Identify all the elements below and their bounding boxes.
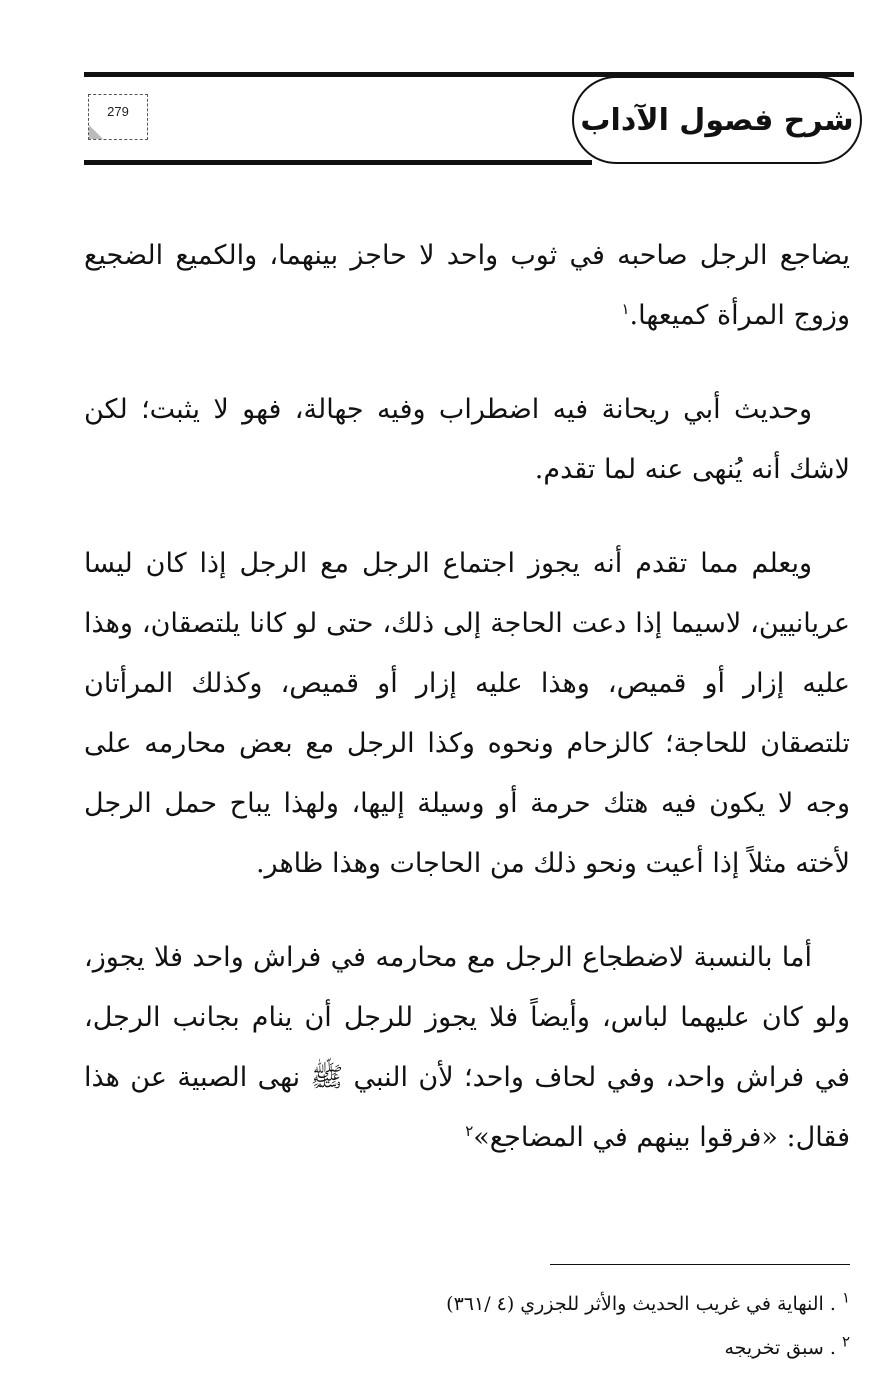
footnote-marker: ٢ — [841, 1332, 850, 1351]
header-rule-bottom — [84, 160, 592, 165]
paragraph-3: ويعلم مما تقدم أنه يجوز اجتماع الرجل مع الرجل إذا كان ليسا عريانيين، لاسيما إذا دعت الحاجة إلى ذلك، حتى لو كانا يلتصقان، وهذا عليه إزار أو قميص، وهذا عليه إزار أو قميص، وكذلك المرأتان تلتصقان للحاجة؛ كالزحام ونحوه وكذا الرجل مع بعض محارمه على وجه لا يكون فيه هتك حرمة أو وسيلة إليها، ولهذا يباح حمل الرجل لأخته مثلاً إذا أعيت ونحو ذلك من الحاجات وهذا ظاهر. — [84, 548, 850, 879]
footnote-marker: ١ — [841, 1288, 850, 1307]
chapter-title: شرح فصول الآداب — [580, 102, 854, 138]
footnote-1: $^١$ . النهاية في غريب الحديث والأثر للجزري (٤ /٣٦١) — [446, 1288, 850, 1315]
footnote-separator — [550, 1264, 850, 1265]
page-number-box — [88, 94, 148, 140]
footnote-ref-1: ١ — [621, 300, 630, 318]
footnotes — [84, 1282, 850, 1370]
chapter-title-box — [572, 76, 862, 164]
footnote-ref-2: ٢ — [465, 1122, 474, 1140]
paragraph-1: يضاجع الرجل صاحبه في ثوب واحد لا حاجز بينهما، والكميع الضجيع وزوج المرأة كميعها.$^١$ — [84, 240, 850, 331]
page-curl-icon — [89, 125, 103, 139]
body-text — [84, 226, 850, 1202]
page-number: 279 — [107, 104, 129, 119]
paragraph-4: أما بالنسبة لاضطجاع الرجل مع محارمه في فراش واحد فلا يجوز، ولو كان عليهما لباس، وأيضاً فلا يجوز للرجل أن ينام بجانب الرجل، في فراش واحد، وفي لحاف واحد؛ لأن النبي ﷺ نهى الصبية عن هذا فقال: «فرقوا بينهم في المضاجع»$^٢$ — [84, 942, 851, 1153]
footnote-2: $^٢$ . سبق تخريجه — [724, 1332, 850, 1359]
paragraph-2: وحديث أبي ريحانة فيه اضطراب وفيه جهالة، فهو لا يثبت؛ لكن لاشك أنه يُنهى عنه لما تقدم. — [84, 394, 850, 485]
